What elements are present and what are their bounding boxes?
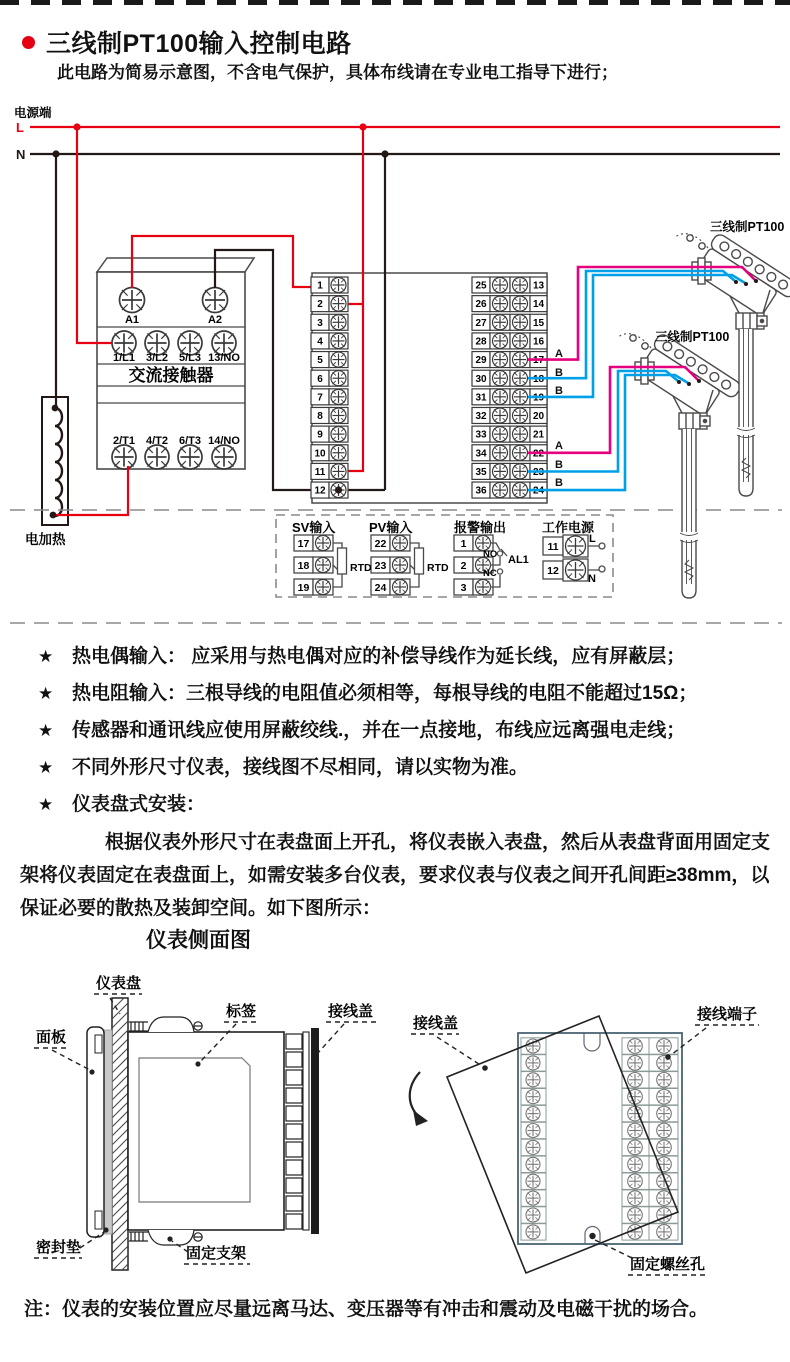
contactor-2t1-label: 2/T1 [112,435,136,447]
mounting-diagrams [0,958,790,1306]
svg-text:15: 15 [532,317,545,329]
sensor2-label: 三线制PT100 [655,330,730,344]
svg-text:B: B [555,367,563,379]
back-view [410,1005,759,1275]
alarm-nc-label: NC [483,568,497,579]
svg-text:20: 20 [532,411,545,423]
contactor-3l2-label: 3/L2 [145,352,169,364]
svg-text:24: 24 [374,581,387,594]
svg-text:8: 8 [317,411,323,423]
note-item: ★ 热电阻输入：三根导线的电阻值必须相等，每根导线的电阻不能超过15Ω； [38,681,778,707]
contactor-6t3-label: 6/T3 [178,435,202,447]
note-item: ★ 热电偶输入： 应采用与热电偶对应的补偿导线作为延长线，应有屏蔽层； [38,644,778,670]
install-paragraph: 根据仪表外形尺寸在表盘面上开孔，将仪表嵌入表盘，然后从表盘背面用固定支架将仪表固定在表盘面上，如需安装多台仪表，要求仪表与仪表之间开孔间距≥38mm，以保证必要的散热及装卸空间。如下图所示： [20,832,771,919]
svg-text:23: 23 [374,559,387,572]
wiring-diagram [0,100,790,632]
screw-hole-label: 固定螺丝孔 [630,1256,706,1273]
contactor-5l3-label: 5/L3 [178,352,202,364]
page-subtitle: 此电路为简易示意图，不含电气保护，具体布线请在专业电工指导下进行； [57,63,618,82]
svg-text:28: 28 [475,336,487,348]
sv-rtd-label: RTD [350,562,372,574]
contactor-title: 交流接触器 [128,366,214,385]
svg-text:23: 23 [532,467,545,478]
svg-text:11: 11 [547,540,559,553]
svg-text:12: 12 [314,485,326,497]
svg-text:3: 3 [317,317,323,329]
svg-text:B: B [555,459,563,471]
pv-rtd-label: RTD [427,562,449,574]
svg-text:22: 22 [532,448,545,460]
star-icon: ★ [38,721,54,740]
supply-title: 工作电源 [542,520,595,535]
title-row [22,24,352,60]
svg-text:22: 22 [374,537,387,550]
svg-text:4: 4 [317,336,323,348]
supply-l-label: L [589,533,596,545]
sensor2-probe [680,429,698,598]
sensor1-label: 三线制PT100 [710,220,785,234]
svg-text:30: 30 [475,373,487,385]
svg-text:33: 33 [475,429,487,441]
svg-text:3: 3 [460,581,467,594]
label-sticker-rect [139,1058,250,1202]
svg-text:13: 13 [532,280,545,292]
note-item: ★ 仪表盘式安装： [38,792,778,818]
line-l-label: L [16,120,24,135]
pv-title: PV输入 [369,520,413,535]
note-item: ★ 不同外形尺寸仪表，接线图不尽相同，请以实物为准。 [38,755,778,781]
line-n-label: N [16,147,26,162]
io-titles [292,520,595,535]
svg-text:14: 14 [532,299,545,311]
screw-hole-dot [589,1233,595,1239]
svg-text:10: 10 [314,448,326,460]
svg-text:27: 27 [475,317,487,329]
terminal-cover-bar [311,1028,319,1234]
svg-text:2: 2 [317,299,323,311]
red-bullet-icon [22,36,35,49]
gasket [104,1030,112,1234]
svg-text:24: 24 [532,485,545,497]
right-terminal-strip [472,277,547,498]
heater-label: 电加热 [25,532,66,547]
svg-text:1: 1 [460,537,467,550]
svg-text:29: 29 [475,355,487,367]
svg-text:18: 18 [532,373,545,385]
svg-text:B: B [555,477,563,489]
film-strip-border [0,0,790,5]
svg-text:35: 35 [475,467,487,478]
footer-note: 注：仪表的安装位置应尽量远离马达、变压器等有冲击和震动及电磁干扰的场合。 [24,1299,709,1320]
sensor1-probe [737,329,755,496]
alarm-no-label: NO [483,549,498,560]
svg-text:26: 26 [475,299,487,311]
terminal-rail [303,1032,309,1230]
front-panel [87,1027,104,1237]
heater [25,397,68,547]
terminals-label: 接线端子 [697,1006,758,1023]
svg-text:21: 21 [532,429,545,441]
svg-text:17: 17 [297,537,310,550]
terminal-cover-label: 接线盖 [328,1003,374,1020]
notes-list [38,644,778,829]
side-view-heading: 仪表侧面图 [146,928,251,952]
contactor-a1-label: A1 [124,314,140,326]
left-terminal-strip [311,277,348,498]
svg-text:17: 17 [532,355,545,367]
rotate-arrow [410,1072,420,1117]
contactor-a2-label: A2 [207,314,223,326]
contactor-13no-label: 13/NO [208,352,240,364]
svg-text:34: 34 [475,448,487,460]
sensor-wire-labels [555,348,563,489]
svg-text:19: 19 [297,581,310,594]
svg-text:B: B [555,385,563,397]
svg-text:A: A [555,440,563,452]
note-item: ★ 传感器和通讯线应使用屏蔽绞线.，并在一点接地，布线应远离强电走线； [38,718,778,744]
svg-text:32: 32 [475,411,487,423]
contactor [97,258,254,469]
sv-title: SV输入 [292,520,336,535]
back-cover-label: 接线盖 [413,1015,459,1032]
svg-text:18: 18 [297,559,310,572]
svg-text:12: 12 [547,564,559,577]
svg-text:31: 31 [475,392,487,404]
svg-text:6: 6 [317,373,323,385]
pt100-sensor-head [674,232,790,329]
bracket-top [129,1017,202,1032]
label-sticker-label: 标签 [226,1003,257,1020]
side-view [34,974,378,1289]
svg-text:A: A [555,348,563,360]
star-icon: ★ [38,758,54,777]
star-icon: ★ [38,684,54,703]
svg-text:11: 11 [314,467,326,478]
svg-text:7: 7 [317,392,323,404]
star-icon: ★ [38,647,54,666]
panel-clip-top [95,1035,102,1053]
svg-text:1: 1 [317,280,323,292]
supply-n-label: N [588,573,596,585]
svg-text:5: 5 [317,355,323,367]
panel-board-label: 仪表盘 [96,975,142,992]
alarm-tag: AL1 [508,554,529,566]
contactor-1l1-label: 1/L1 [112,352,136,364]
bracket-label: 固定支架 [186,1245,247,1262]
sideview-terminal-stack [286,1034,302,1229]
svg-text:9: 9 [317,429,323,441]
gasket-label: 密封垫 [36,1239,82,1256]
star-icon: ★ [38,795,54,814]
page-title: 三线制PT100输入控制电路 [46,30,352,58]
panel-clip-bottom [95,1211,102,1229]
svg-text:16: 16 [532,336,545,348]
front-panel-label: 面板 [36,1029,67,1046]
svg-text:36: 36 [475,485,487,497]
power-terminal-label: 电源端 [14,106,52,120]
rotate-arrowhead [413,1110,428,1126]
svg-text:25: 25 [475,280,487,292]
contactor-14no-label: 14/NO [208,435,240,447]
contactor-4t2-label: 4/T2 [145,435,169,447]
svg-text:19: 19 [532,392,545,404]
alarm-title: 报警输出 [454,520,507,535]
bracket-bottom [129,1230,202,1245]
svg-text:2: 2 [460,559,467,572]
